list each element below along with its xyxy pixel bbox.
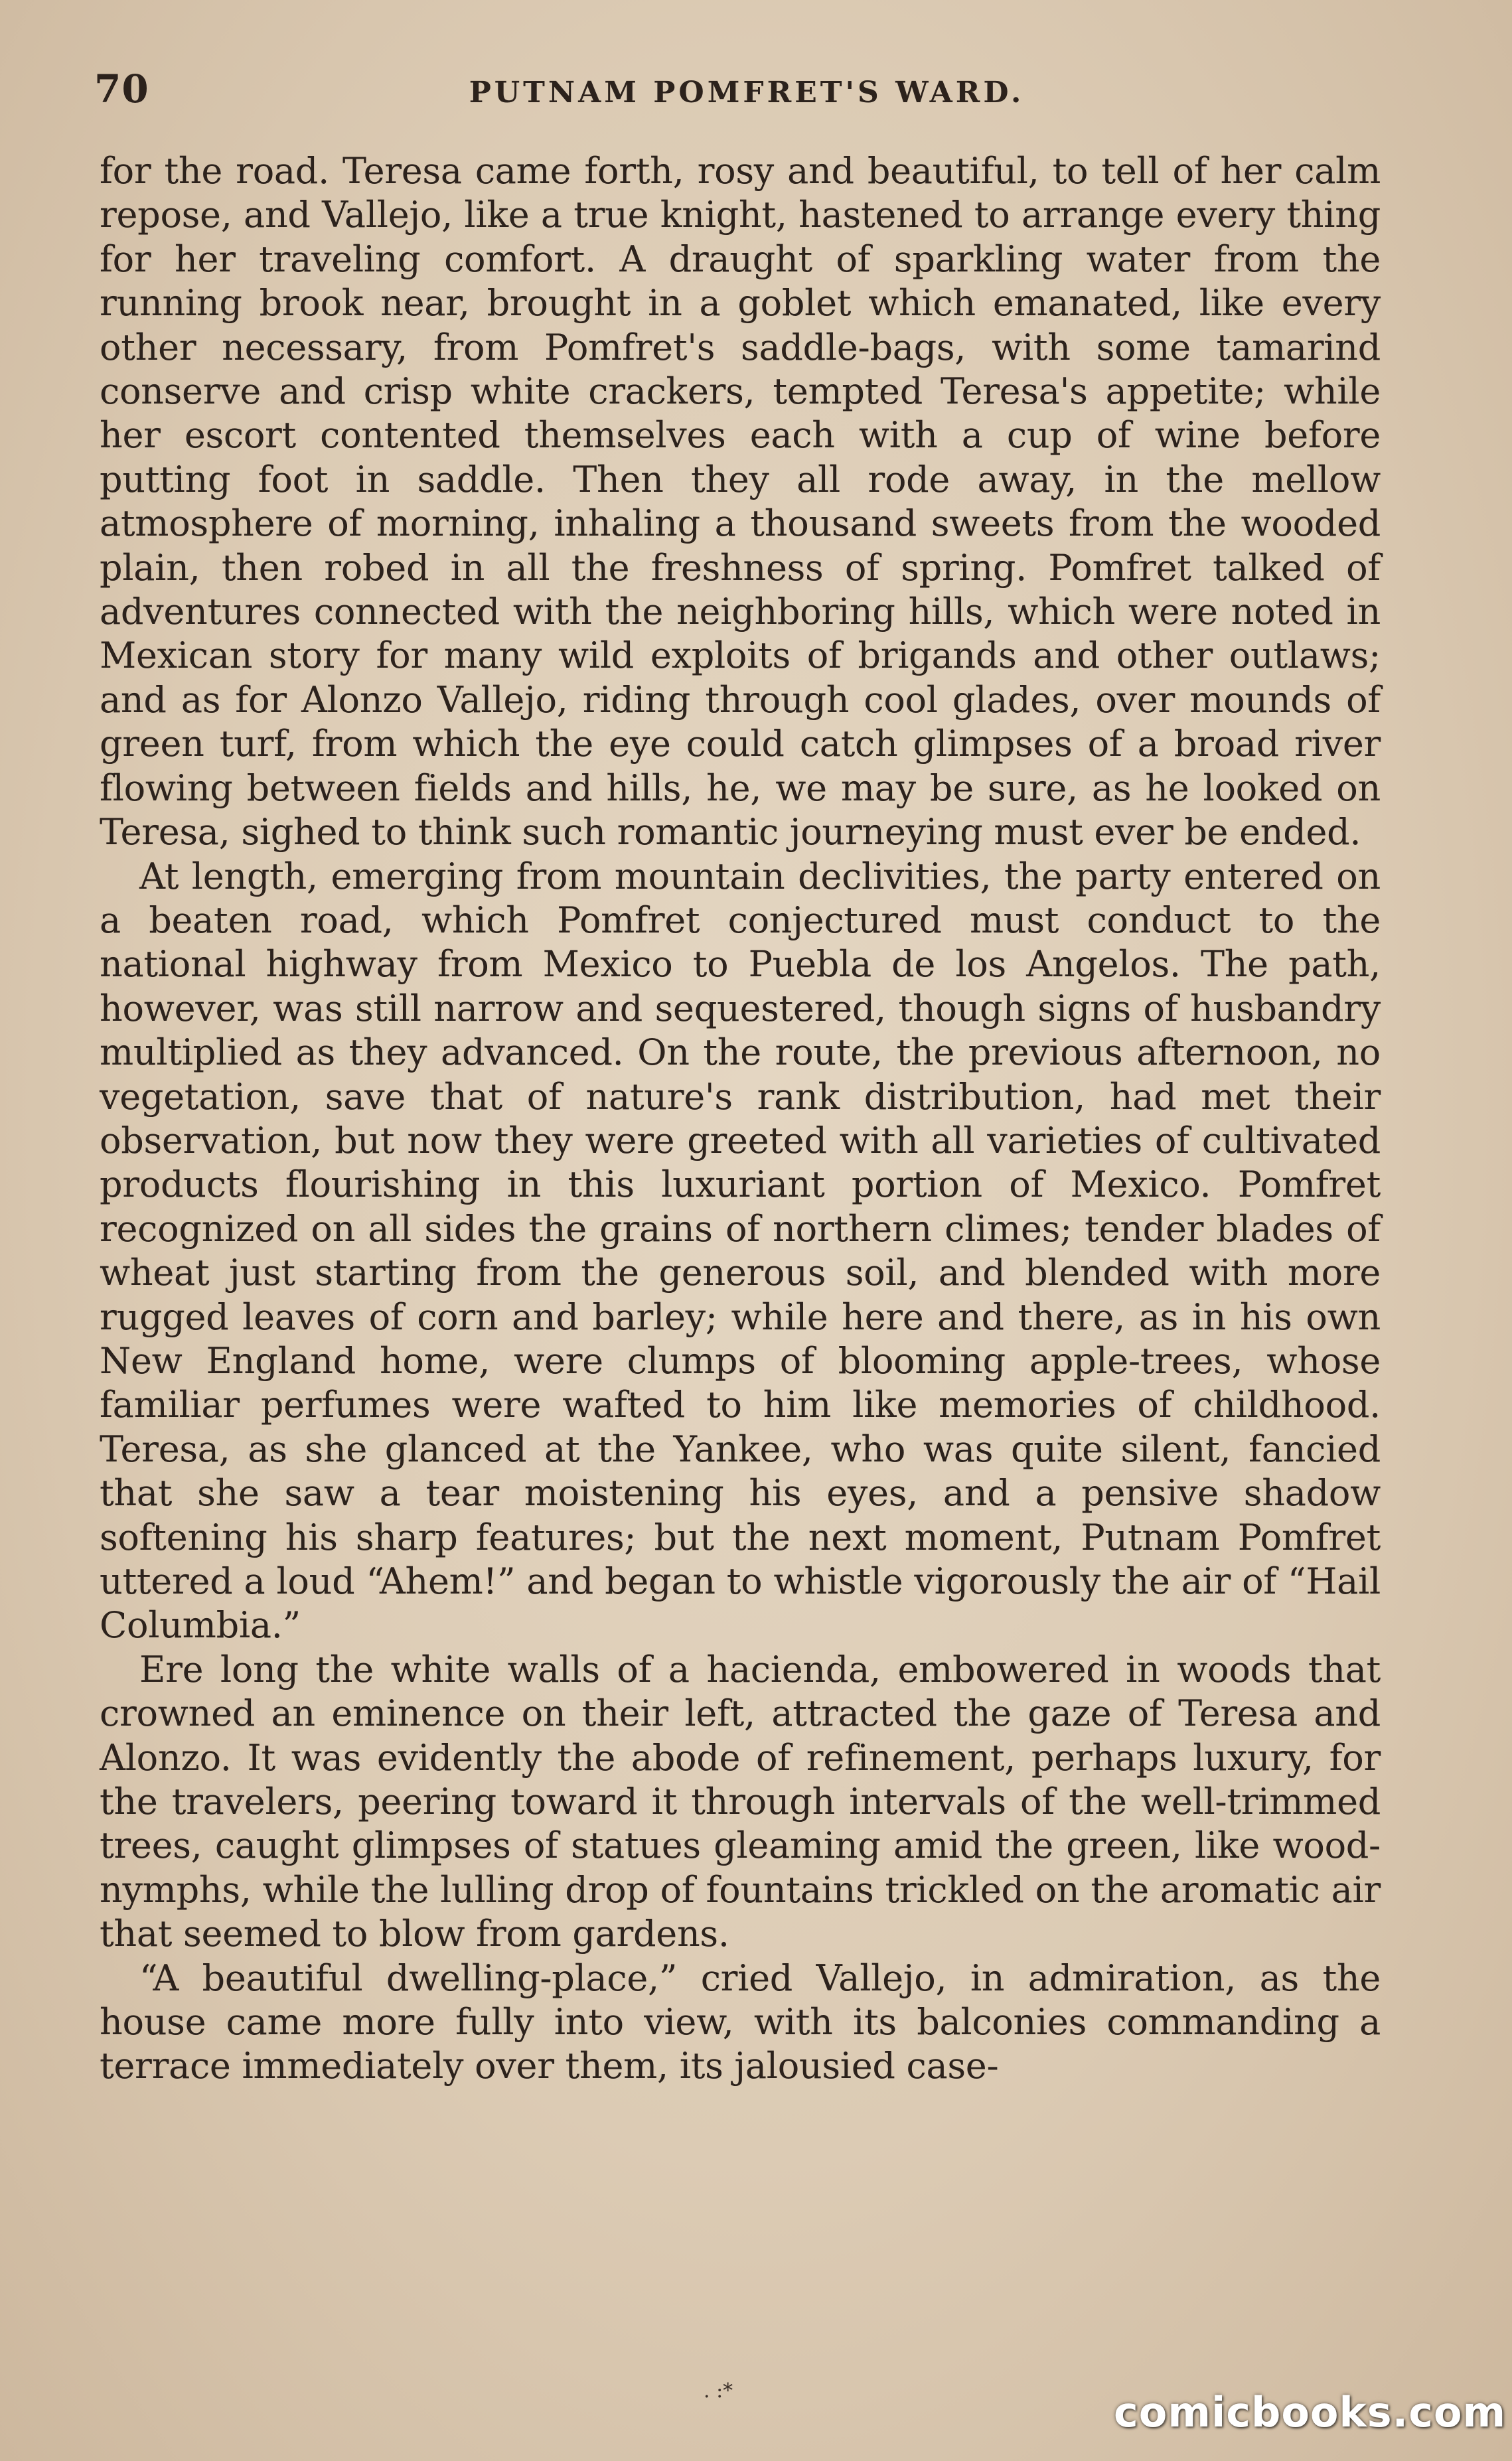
page-number: 70 — [94, 66, 149, 112]
body-text — [100, 149, 1381, 2089]
page-header — [86, 61, 1407, 121]
running-head: PUTNAM POMFRET'S WARD. — [469, 76, 1025, 110]
paragraph-3: Ere long the white walls of a hacienda, embowered in woods that crowned an eminence on their left, attracted the gaze of Teresa and Alonzo. It was evidently the abode of refinement, perhaps luxury, for the travelers, peering toward it through intervals of the well-trimmed trees, caught glimpses of statues gleaming amid the green, like wood-nymphs, while the lulling drop of fountains trickled on the aromatic air that seemed to blow from gardens. — [100, 1648, 1381, 1955]
paragraph-4: “A beautiful dwelling-place,” cried Vallejo, in admiration, as the house came more fully into view, with its balconies commanding a terrace immediately over them, its jalousied case- — [100, 1957, 1381, 2087]
watermark: comicbooks.com — [1114, 2388, 1507, 2436]
printer-mark: . :* — [704, 2379, 733, 2403]
paragraph-1: for the road. Teresa came forth, rosy and beautiful, to tell of her calm repose, and Vallejo, like a true knight, hastened to arrange every thing for her traveling comfort. A draught of sparkling water from the running brook near, brought in a goblet which emanated, like every other necessary, from Pomfret's saddle-bags, with some tamarind conserve and crisp white crackers, tempted Teresa's appetite; while her escort contented themselves each with a cup of wine before putting foot in saddle. Then they all rode away, in the mellow atmosphere of morning, inhaling a thousand sweets from the wooded plain, then robed in all the freshness of spring. Pomfret talked of adventures connected with the neighboring hills, which were noted in Mexican story for many wild exploits of brigands and other outlaws; and as for Alonzo Vallejo, riding through cool glades, over mounds of green turf, from which the eye could catch glimpses of a broad river flowing between fields and hills, he, we may be sure, as he looked on Teresa, sighed to think such romantic journeying must ever be ended. — [100, 150, 1381, 854]
paragraph-2: At length, emerging from mountain declivities, the party entered on a beaten road, which Pomfret conjectured must conduct to the national highway from Mexico to Puebla de los Angelos. The path, however, was still narrow and sequestered, though signs of husbandry multiplied as they advanced. On the route, the previous afternoon, no vegetation, save that of nature's rank distribution, had met their observation, but now they were greeted with all varieties of cultivated products flourishing in this luxuriant portion of Mexico. Pomfret recognized on all sides the grains of northern climes; tender blades of wheat just starting from the generous soil, and blended with more rugged leaves of corn and barley; while here and there, as in his own New England home, were clumps of blooming apple-trees, whose familiar perfumes were wafted to him like memories of childhood. Teresa, as she glanced at the Yankee, who was quite silent, fancied that she saw a tear moistening his eyes, and a pensive shadow softening his sharp features; but the next moment, Putnam Pomfret uttered a loud “Ahem!” and began to whistle vigorously the air of “Hail Columbia.” — [100, 855, 1381, 1647]
